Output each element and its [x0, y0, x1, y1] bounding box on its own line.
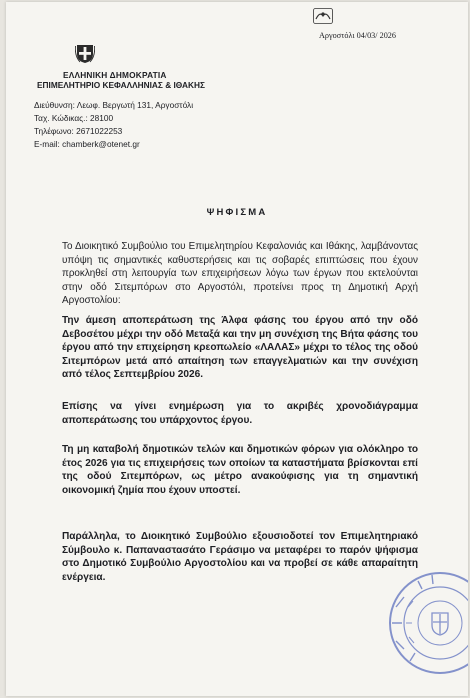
- resolution-point-3: Τη μη καταβολή δημοτικών τελών και δημοτικών φόρων για ολόκληρο το έτος 2026 για τις επιχειρήσεις των οποίων τα καταστήματα βρίσκονται επί της οδού Σιτεμπόρων, ως μέτρο ανακούφισης για τη σημαντική οικονομική ζημία που έχουν υποστεί.: [62, 444, 418, 496]
- chamber-logo-icon: [313, 8, 333, 24]
- resolution-point-2: Επίσης να γίνει ενημέρωση για το ακριβές χρονοδιάγραμμα αποπεράτωσης του υπάρχοντος έργου.: [62, 401, 418, 426]
- official-stamp-icon: [382, 567, 468, 679]
- greek-coat-of-arms-icon: [75, 42, 95, 64]
- closing-paragraph: Παράλληλα, το Διοικητικό Συμβούλιο εξουσιοδοτεί τον Επιμελητηριακό Σύμβουλο κ. Παπαναστασάτο Γεράσιμο να μεταφέρει το παρόν ψήφισμα στο Δημοτικό Συμβούλιο Αργοστολίου και να προβεί σε κάθε απαραίτητη ενέργεια.: [62, 531, 418, 583]
- contact-email: E-mail: chamberk@otenet.gr: [34, 139, 140, 149]
- contact-phone: Τηλέφωνο: 2671022253: [34, 126, 123, 136]
- document-page: [6, 2, 468, 696]
- contact-address: Διεύθυνση: Λεωφ. Βεργωτή 131, Αργοστόλι: [34, 100, 194, 110]
- document-title: ΨΗΦΙΣΜΑ: [206, 207, 268, 218]
- document-date: Αργοστόλι 04/03/ 2026: [319, 31, 396, 40]
- org-name-chamber: ΕΠΙΜΕΛΗΤΗΡΙΟ ΚΕΦΑΛΛΗΝΙΑΣ & ΙΘΑΚΗΣ: [37, 80, 205, 90]
- intro-paragraph: Το Διοικητικό Συμβούλιο του Επιμελητηρίου Κεφαλονιάς και Ιθάκης, λαμβάνοντας υπόψη τις σημαντικές καθυστερήσεις και τις σοβαρές επιπτώσεις που έχουν προκληθεί στη λειτουργία των επιχειρήσεων λόγω των έργων που εκτελούνται στην οδό Σιτεμπόρων στο Αργοστόλι, προτείνει προς τη Δημοτική Αρχή Αργοστολίου:: [62, 241, 418, 307]
- resolution-point-1: Την άμεση αποπεράτωση της Άλφα φάσης του έργου από την οδό Δεβοσέτου μέχρι την οδό Μεταξά και την μη συνέχιση της Βήτα φάσης του έργου από την επιχείρηση κρεοπωλείο «ΛΑΛΑΣ» μέχρι το τέλος της οδού Σιτεμπόρων μετά από απαίτηση των επαγγελματιών και την συνέχιση από τέλος Σεπτεμβρίου 2026.: [62, 315, 418, 381]
- org-name-republic: ΕΛΛΗΝΙΚΗ ΔΗΜΟΚΡΑΤΙΑ: [63, 70, 167, 80]
- contact-postcode: Ταχ. Κώδικας.: 28100: [34, 113, 114, 123]
